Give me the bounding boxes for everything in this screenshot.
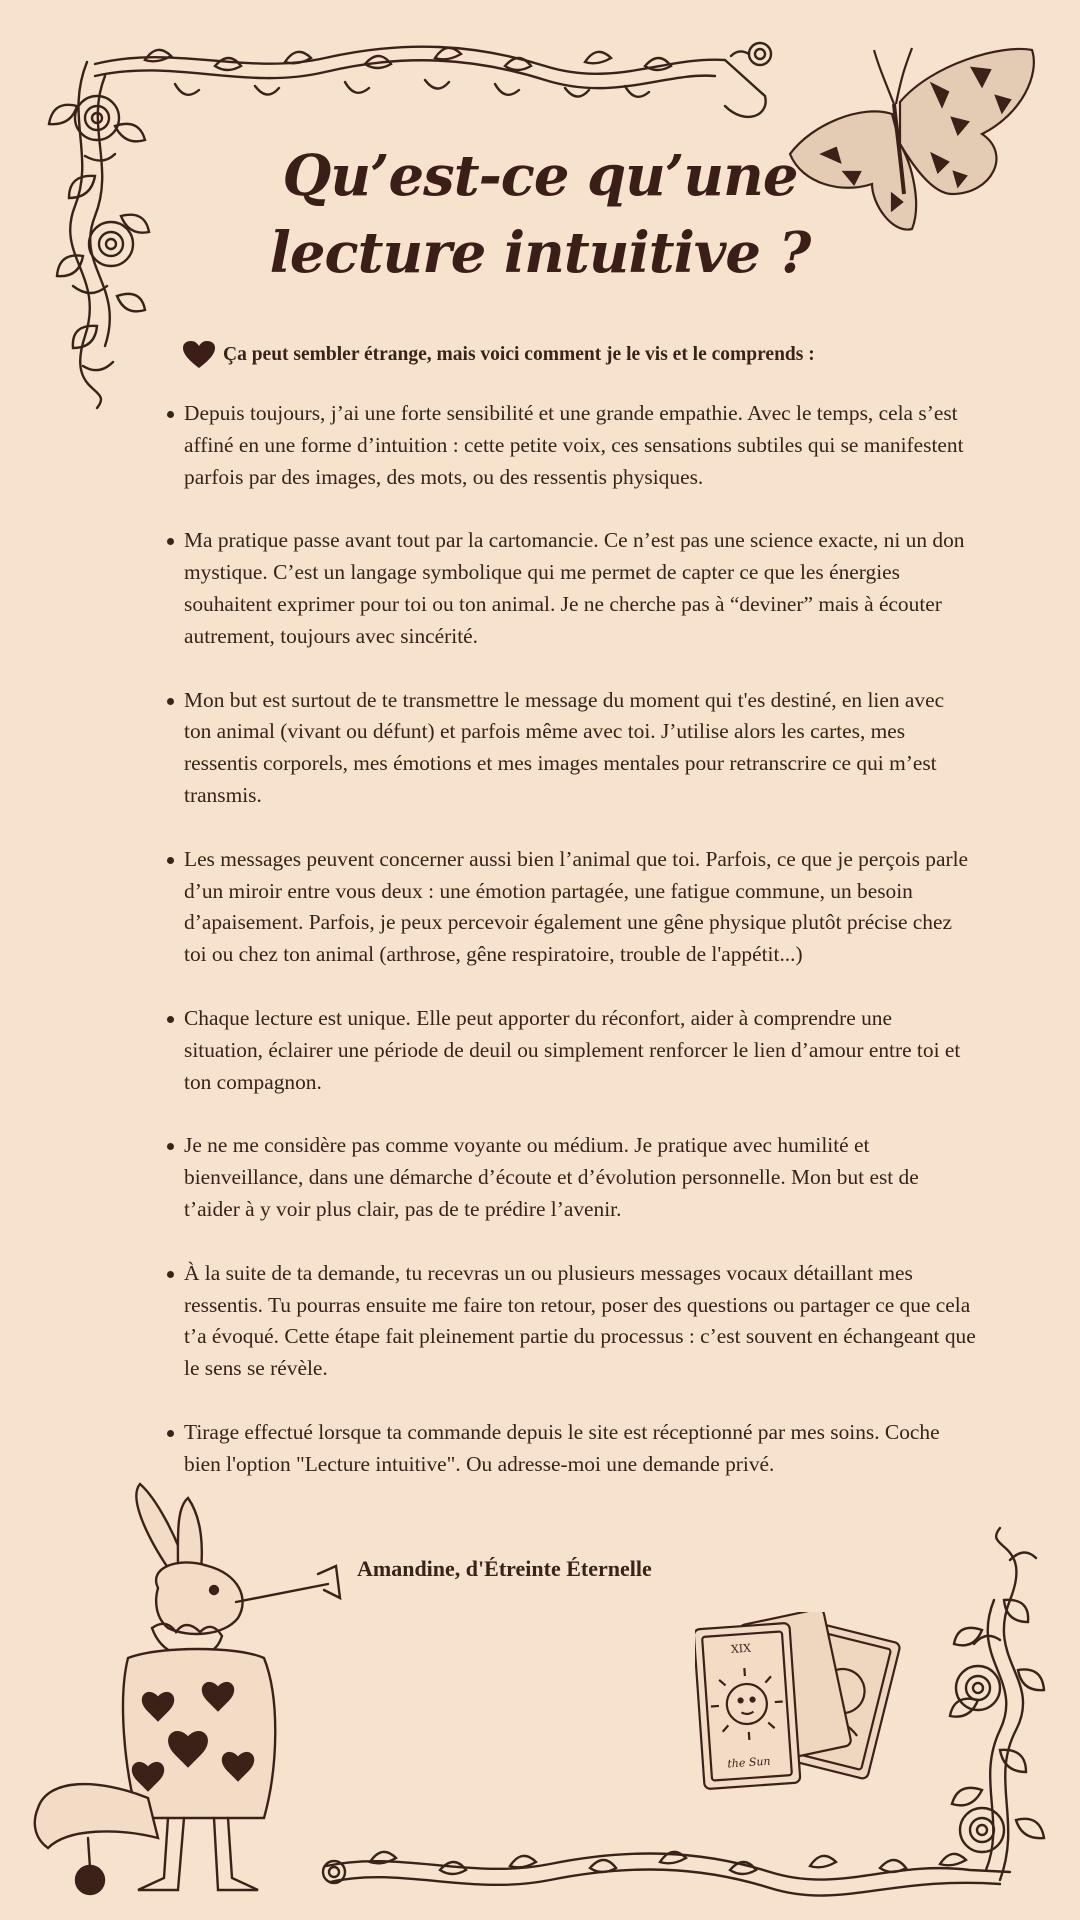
list-item: Ma pratique passe avant tout par la cartomancie. Ce n’est pas une science exacte, ni un don mystique. C’est un langage symbolique qui me permet de capter ce que les énergies souhaitent exprimer pour toi ou ton animal. Je ne cherche pas à “deviner” mais à écouter autrement, toujours avec sincérité. bbox=[184, 525, 976, 652]
intro-text: Ça peut sembler étrange, mais voici comment je le vis et le comprends : bbox=[223, 344, 815, 365]
tarot-sun-label: the Sun bbox=[726, 1754, 771, 1771]
intro-line bbox=[183, 341, 903, 369]
butterfly-illustration bbox=[782, 44, 1042, 240]
list-item: Je ne me considère pas comme voyante ou médium. Je pratique avec humilité et bienveillance, dans une démarche d’écoute et d’évolution personnelle. Mon but est de t’aider à y voir plus clair, pas de te prédire l’avenir. bbox=[184, 1130, 976, 1225]
list-item: Mon but est surtout de te transmettre le message du moment qui t'es destiné, en lien avec ton animal (vivant ou défunt) et parfois même avec toi. J’utilise alors les cartes, mes ressentis corporels, mes émotions et mes images mentales pour retranscrire ce qui m’est transmis. bbox=[184, 685, 976, 812]
list-item: Depuis toujours, j’ai une forte sensibilité et une grande empathie. Avec le temps, cela s’est affiné en une forme d’intuition : cette petite voix, ces sensations subtiles qui se manifestent parfois par des images, des mots, ou des ressentis physiques. bbox=[184, 398, 976, 493]
floral-corner-bottom-right bbox=[310, 1520, 1070, 1900]
white-rabbit-illustration bbox=[28, 1478, 348, 1898]
list-item: Tirage effectué lorsque ta commande depuis le site est réceptionné par mes soins. Coche bien l'option "Lecture intuitive". Ou adresse-moi une demande privé. bbox=[184, 1417, 976, 1481]
heart-icon bbox=[183, 341, 215, 369]
signature: Amandine, d'Étreinte Éternelle bbox=[357, 1556, 652, 1581]
page-title bbox=[260, 138, 820, 293]
tarot-numeral: XIX bbox=[730, 1641, 752, 1656]
list-item: Les messages peuvent concerner aussi bien l’animal que toi. Parfois, ce que je perçois parle d’un miroir entre vous deux : une émotion partagée, une fatigue commune, un besoin d’apaisement. Parfois, je peux percevoir également une gêne physique plutôt précise chez toi ou chez ton animal (arthrose, gêne respiratoire, trouble de l'appétit...) bbox=[184, 844, 976, 971]
list-item: À la suite de ta demande, tu recevras un ou plusieurs messages vocaux détaillant mes ressentis. Tu pourras ensuite me faire ton retour, poser des questions ou partager ce que cela t’a évoqué. Cette étape fait pleinement partie du processus : c’est souvent en échangeant que le sens se révèle. bbox=[184, 1258, 976, 1385]
bullet-list bbox=[184, 398, 976, 1513]
title-line-2: lecture intuitive ? bbox=[269, 220, 811, 287]
list-item: Chaque lecture est unique. Elle peut apporter du réconfort, aider à comprendre une situation, éclairer une période de deuil ou simplement renforcer le lien d’amour entre toi et ton compagnon. bbox=[184, 1003, 976, 1098]
title-line-1: Qu’est-ce qu’une bbox=[282, 143, 798, 209]
